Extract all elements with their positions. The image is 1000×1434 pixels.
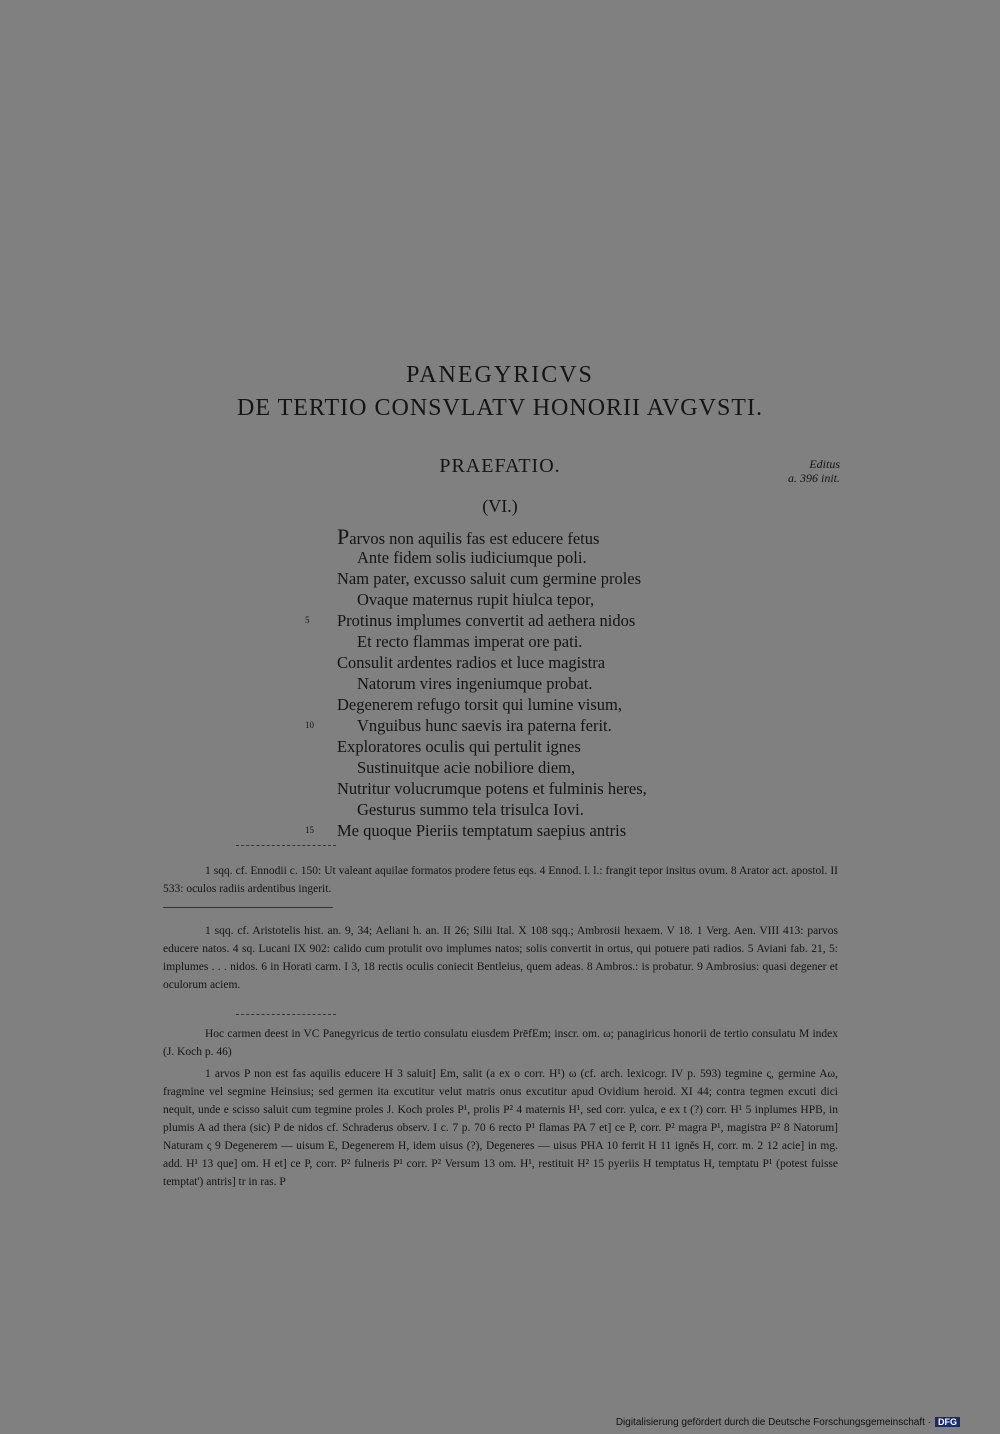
poem-number: (VI.)	[482, 496, 518, 516]
verse-line: Exploratores oculis qui pertulit ignes	[337, 737, 581, 756]
verse-line: Protinus implumes convertit ad aethera nidos	[337, 611, 636, 630]
section-heading: PRAEFATIO.	[439, 455, 561, 477]
apparatus-criticus	[163, 1065, 838, 1191]
divider	[236, 1014, 336, 1015]
verse-line: Sustinuitque acie nobiliore diem,	[357, 758, 576, 777]
title-line-1: PANEGYRICVS	[406, 362, 594, 388]
footnote-block-parallels	[163, 862, 838, 898]
divider	[236, 845, 336, 846]
verse-line: Vnguibus hunc saevis ira paterna ferit.	[357, 716, 612, 735]
verse-line: Gesturus summo tela trisulca Iovi.	[357, 800, 584, 819]
verse-line: Degenerem refugo torsit qui lumine visum,	[337, 695, 623, 714]
verse-line: Natorum vires ingeniumque probat.	[357, 674, 593, 693]
apparatus-criticus-header	[163, 1025, 838, 1061]
footnote-block-sources	[163, 922, 838, 994]
title-line-2: DE TERTIO CONSVLATV HONORII AVGVSTI.	[237, 395, 763, 421]
divider	[163, 907, 333, 908]
footer-credit	[616, 1417, 960, 1428]
footnote-text: 1 sqq. cf. Aristotelis hist. an. 9, 34; Aeliani h. an. II 26; Silii Ital. X 108 sqq.; Ambrosii hexaem. V 18. 1 Verg. Aen. VIII 413: parvos educere natos. 4 sq. Lucani IX 902: calido cum protulit ovo implumes natos; solis convertit in ortus, qui potuere pati radios. 5 Aviani fab. 21, 5: implumes . . . nidos. 6 in Horati carm. I 3, 18 rectis oculis coniecit Bentleius, quem adeas. 8 Ambros.: is probatur. 9 Ambrosius: quasi degener et oculorum aciem.	[163, 925, 838, 991]
line-number: 15	[305, 825, 314, 835]
drop-cap: P	[337, 524, 350, 549]
footnote-text: Hoc carmen deest in VC Panegyricus de tertio consulatu eiusdem PrēfEm; inscr. om. ω; panagiricus honorii de tertio consulatu M index (J. Koch p. 46)	[163, 1028, 838, 1058]
footnote-text: 1 sqq. cf. Ennodii c. 150: Ut valeant aquilae formatos prodere fetus eqs. 4 Ennod. l. l.: frangit tepor insitus ovum. 8 Arator act. apostol. II 533: oculos radiis ardentibus ingerit.	[163, 865, 838, 895]
editus-line-1: Editus	[809, 457, 840, 471]
footer-text: Digitalisierung gefördert durch die Deutsche Forschungsgemeinschaft ·	[615, 1417, 931, 1428]
verse-line: Consulit ardentes radios et luce magistra	[337, 653, 606, 672]
line-number: 10	[305, 720, 314, 730]
dfg-logo: DFG	[935, 1417, 960, 1427]
footnote-text: 1 arvos P non est fas aquilis educere H 3 saluit] Em, salit (a ex o corr. H¹) ω (cf. arch. lexicogr. IV p. 593) tegmine ς, germine Aω, fragmine vel segmine Heinsius; sed germen ita excutitur velut matris onus excutitur apud Ovidium heroid. XI 44; contra tegmen excuti dici nequit, unde e scisso saluit cum tegmine proles J. Koch proles P¹, prolis P² 4 maternis H¹, sed corr. yulca, e ex t (?) corr. H¹ 5 inplumes HPB, in plumis A ad thera (sic) P de nidos cf. Schraderus observ. I c. 7 p. 70 6 recto P¹ flamas PA 7 et] ce P, corr. P² magra P¹, magistra P² 8 Natorum] Naturam ς 9 Degenerem — uisum E, Degenerem H, idem uisus (?), Degeneres — uisus PHA 10 ferrit H 11 igněs H, corr. m. 2 12 acie] in mg. add. H¹ 13 que] om. H et] ce P, corr. P² fulneris P¹ corr. P² Versum 13 om. H¹, restituit H² 15 pyeriis H temptatus H, temptatu P¹ (potest fuisse temptat') antris] tr in ras. P	[163, 1068, 838, 1188]
editus-note	[788, 457, 840, 485]
verse-line: Parvos non aquilis fas est educere fetus	[337, 524, 600, 549]
verse-line: Me quoque Pieriis temptatum saepius antris	[337, 821, 627, 840]
line-number: 5	[305, 615, 310, 625]
verse-line: Nam pater, excusso saluit cum germine proles	[337, 569, 642, 588]
verse-line: Et recto flammas imperat ore pati.	[357, 632, 583, 651]
verse-line: Nutritur volucrumque potens et fulminis heres,	[337, 779, 647, 798]
editus-line-2: a. 396 init.	[787, 471, 840, 485]
verse-line: Ovaque maternus rupit hiulca tepor,	[357, 590, 595, 609]
verse-line: Ante fidem solis iudiciumque poli.	[357, 548, 587, 567]
